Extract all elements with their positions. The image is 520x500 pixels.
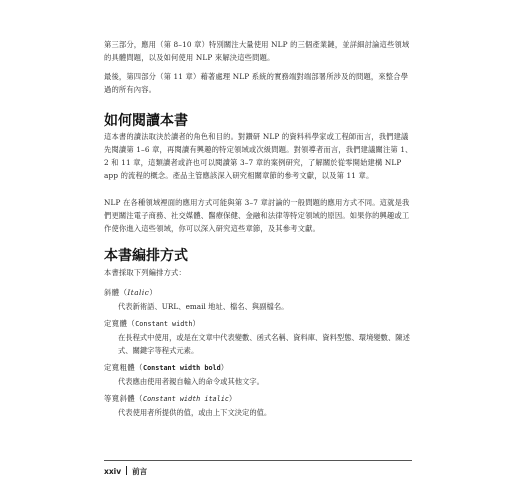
paragraph-part-four: 最後，第四部分（第 11 章）藉著處理 NLP 系統的實務端對端部署所涉及的問題，來整合學過的所有內容。	[104, 72, 409, 94]
term-constant-width-bold	[104, 363, 229, 373]
page-footer	[104, 466, 147, 477]
desc-constant-width-italic: 代表使用者所提供的值，或由上下文決定的值。	[118, 408, 272, 417]
term-constant-width-italic	[104, 394, 237, 404]
term-cwi-suffix: ）	[228, 394, 237, 403]
heading-how-to-read: 如何閱讀本書	[104, 113, 188, 129]
section-name: 前言	[132, 467, 148, 476]
paragraph-reading-guide: 這本書的讀法取決於讀者的角色和目的。對鑽研 NLP 的資料科學家或工程師而言，我們建議先閱讀第 1–6 章，再閱讀有興趣的特定領域或次級問題。對領導者而言，我們建議關注第 1、2 和 11 章，這類讀者或許也可以閱讀第 3–7 章的案例研究，了解關於從零開始建構 NLP app 的流程的概念。產品主管應該深入研究相關章節的參考文獻，以及第 11 章。	[104, 132, 413, 180]
desc-constant-width-bold: 代表應由使用者親自輸入的命令或其他文字。	[118, 377, 264, 386]
term-italic	[104, 288, 157, 298]
term-italic-prefix: 斜體（	[104, 288, 128, 297]
term-italic-suffix: ）	[149, 288, 158, 297]
term-cwb-suffix: ）	[220, 363, 229, 372]
desc-constant-width: 在長程式中使用，或是在文章中代表變數、函式名稱、資料庫、資料型態、環境變數、陳述式、關鍵字等程式元素。	[118, 333, 410, 355]
term-cwi-prefix: 等寬斜體（	[104, 394, 143, 403]
paragraph-conventions-intro: 本書採取下列編排方式：	[104, 268, 186, 277]
heading-conventions: 本書編排方式	[104, 248, 188, 264]
term-cwb-en: Constant width bold	[142, 364, 221, 372]
paragraph-domains: NLP 在各種領域裡面的應用方式可能與第 3–7 章討論的一般問題的應用方式不同。這就是我們更關注電子商務、社交媒體、醫療保健、金融和法律等特定領域的原因。如果你的興趣或工作使你進入這些領域，你可以深入研究這些章節，及其參考文獻。	[104, 198, 410, 233]
page-number: xxiv	[104, 467, 122, 476]
term-constant-width	[104, 319, 200, 329]
footer-divider	[104, 460, 412, 461]
desc-italic: 代表新術語、URL、email 地址、檔名、與副檔名。	[118, 302, 289, 311]
term-cw-en: Constant width	[135, 320, 193, 328]
term-cw-prefix: 定寬體（	[104, 319, 136, 328]
term-cwi-en: Constant width italic	[142, 395, 229, 403]
footer-separator	[126, 466, 127, 475]
paragraph-part-three: 第三部分，應用（第 8–10 章）特別關注大量使用 NLP 的三個產業鏈，並詳細討論這些領域的具體問題，以及如何使用 NLP 來解決這些問題。	[104, 40, 410, 62]
term-italic-en: Italic	[127, 288, 150, 297]
term-cwb-prefix: 定寬粗體（	[104, 363, 143, 372]
term-cw-suffix: ）	[192, 319, 201, 328]
